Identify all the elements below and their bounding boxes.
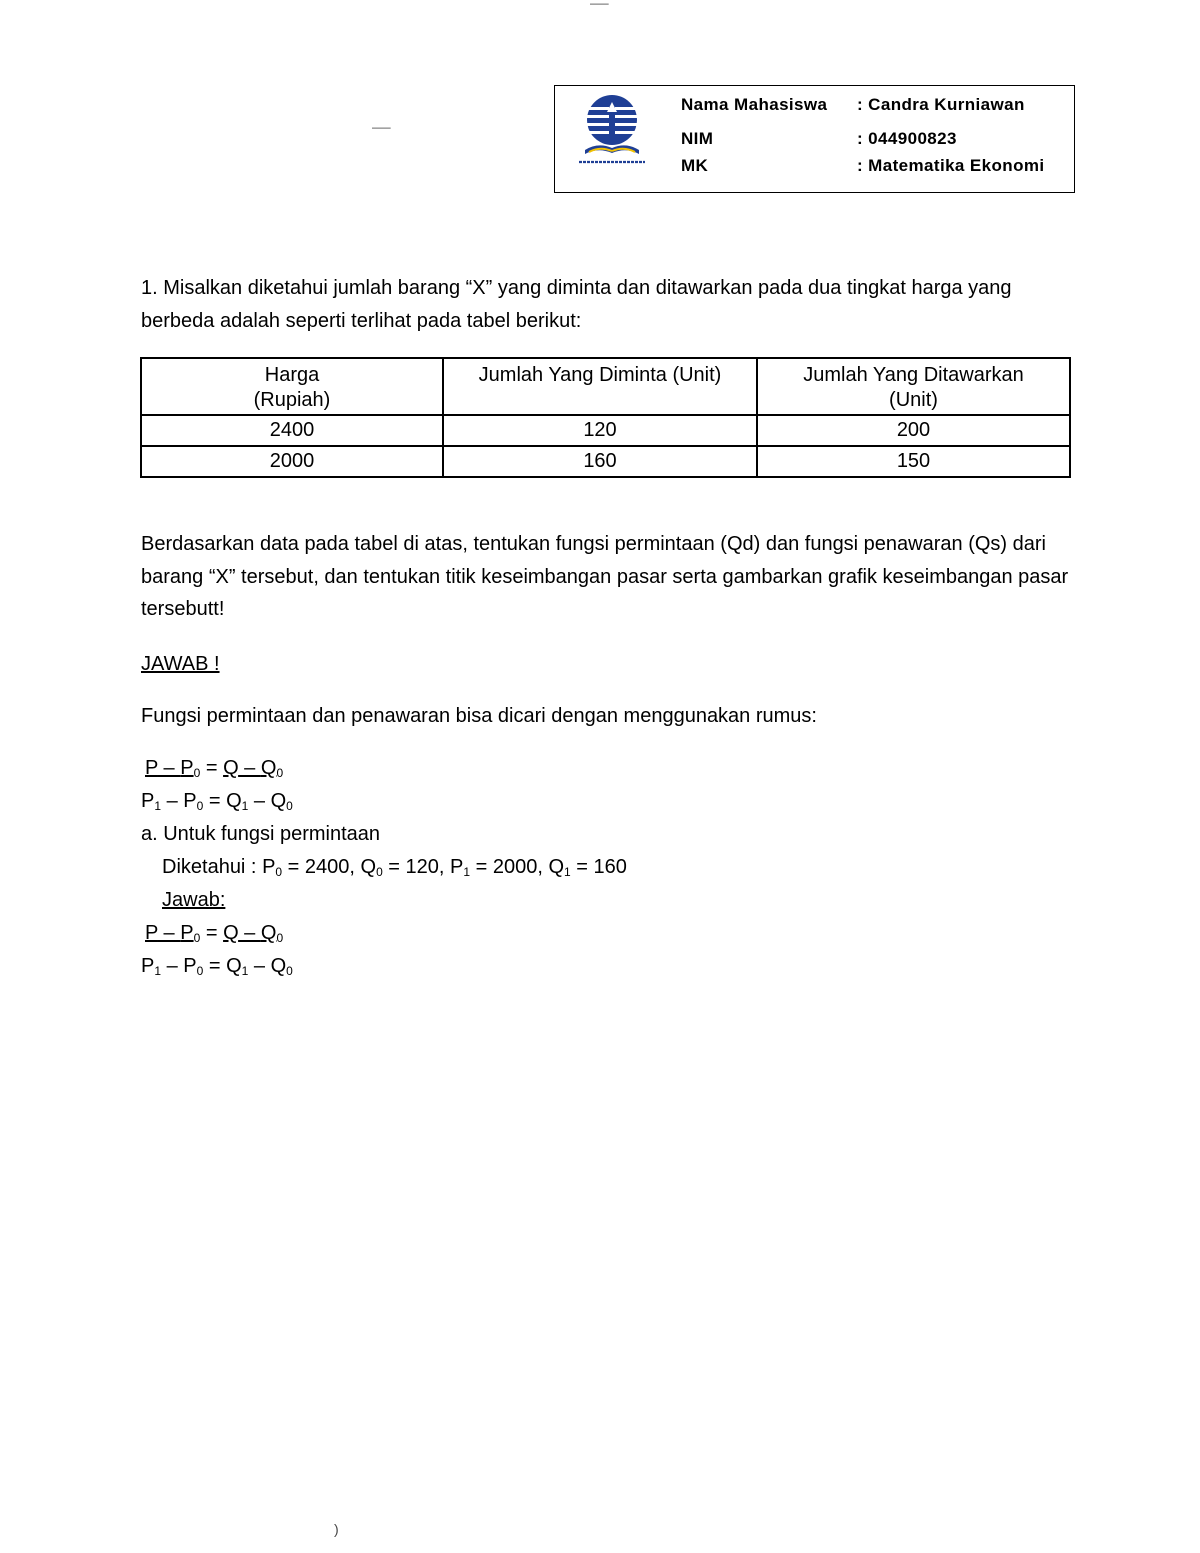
formula-intro: Fungsi permintaan dan penawaran bisa dicari dengan menggunakan rumus:	[141, 705, 817, 727]
mk-value: : Matematika Ekonomi	[857, 156, 1045, 175]
formula-numerator: $P - P_0 = Q - Q_0$	[145, 757, 284, 780]
header-price-line2: (Rupiah)	[253, 389, 331, 411]
nim-label: NIM	[681, 129, 714, 148]
bottom-mark: )	[334, 1521, 339, 1537]
answer-heading: JAWAB !	[141, 653, 220, 675]
formula-denominator: $P_1 - P_0 = Q_1 - Q_0$	[141, 790, 293, 813]
university-logo-icon	[573, 90, 651, 172]
header-price	[141, 358, 443, 415]
top-mark: —–	[590, 0, 609, 10]
table-row	[141, 415, 1070, 446]
left-mark: —–	[372, 120, 391, 134]
header-demand-label: Jumlah Yang Diminta (Unit)	[478, 364, 722, 386]
table-header-row	[141, 358, 1070, 415]
cell-supply: 200	[757, 415, 1070, 446]
header-supply-line1: Jumlah Yang Ditawarkan	[803, 364, 1024, 386]
header-supply-line2: (Unit)	[889, 389, 938, 411]
header-price-line1: Harga	[264, 364, 320, 386]
table-row	[141, 446, 1070, 477]
cell-supply: 150	[757, 446, 1070, 477]
name-label: Nama Mahasiswa	[681, 95, 828, 114]
cell-demand: 120	[443, 415, 757, 446]
mk-label: MK	[681, 156, 709, 175]
name-value: : Candra Kurniawan	[857, 95, 1025, 114]
price-quantity-table	[140, 357, 1071, 478]
student-info-box	[554, 85, 1075, 193]
part-a-answer-label: Jawab:	[162, 889, 226, 911]
cell-demand: 160	[443, 446, 757, 477]
part-a-title: a. Untuk fungsi permintaan	[141, 823, 381, 845]
cell-price: 2400	[141, 415, 443, 446]
instruction-text: Berdasarkan data pada tabel di atas, tentukan fungsi permintaan (Qd) dan fungsi penawaran (Qs) dari barang “X” tersebut, dan tentukan titik keseimbangan pasar serta gambarkan grafik keseimbangan pasar tersebutt!	[141, 533, 1069, 620]
formula-numerator-2: $P - P_0 = Q - Q_0$	[145, 922, 284, 945]
formula-denominator-2: $P_1 - P_0 = Q_1 - Q_0$	[141, 955, 293, 978]
part-a-known: Diketahui : $P_0 = 2400$, $Q_0 = 120$, $P_1 = 2000$, $Q_1 = 160$	[162, 856, 627, 879]
cell-price: 2000	[141, 446, 443, 477]
header-supply	[757, 358, 1070, 415]
nim-value: : 044900823	[857, 129, 957, 148]
header-demand	[443, 358, 757, 415]
question-text: 1. Misalkan diketahui jumlah barang “X” yang diminta dan ditawarkan pada dua tingkat harga yang berbeda adalah seperti terlihat pada tabel berikut:	[141, 277, 1012, 332]
